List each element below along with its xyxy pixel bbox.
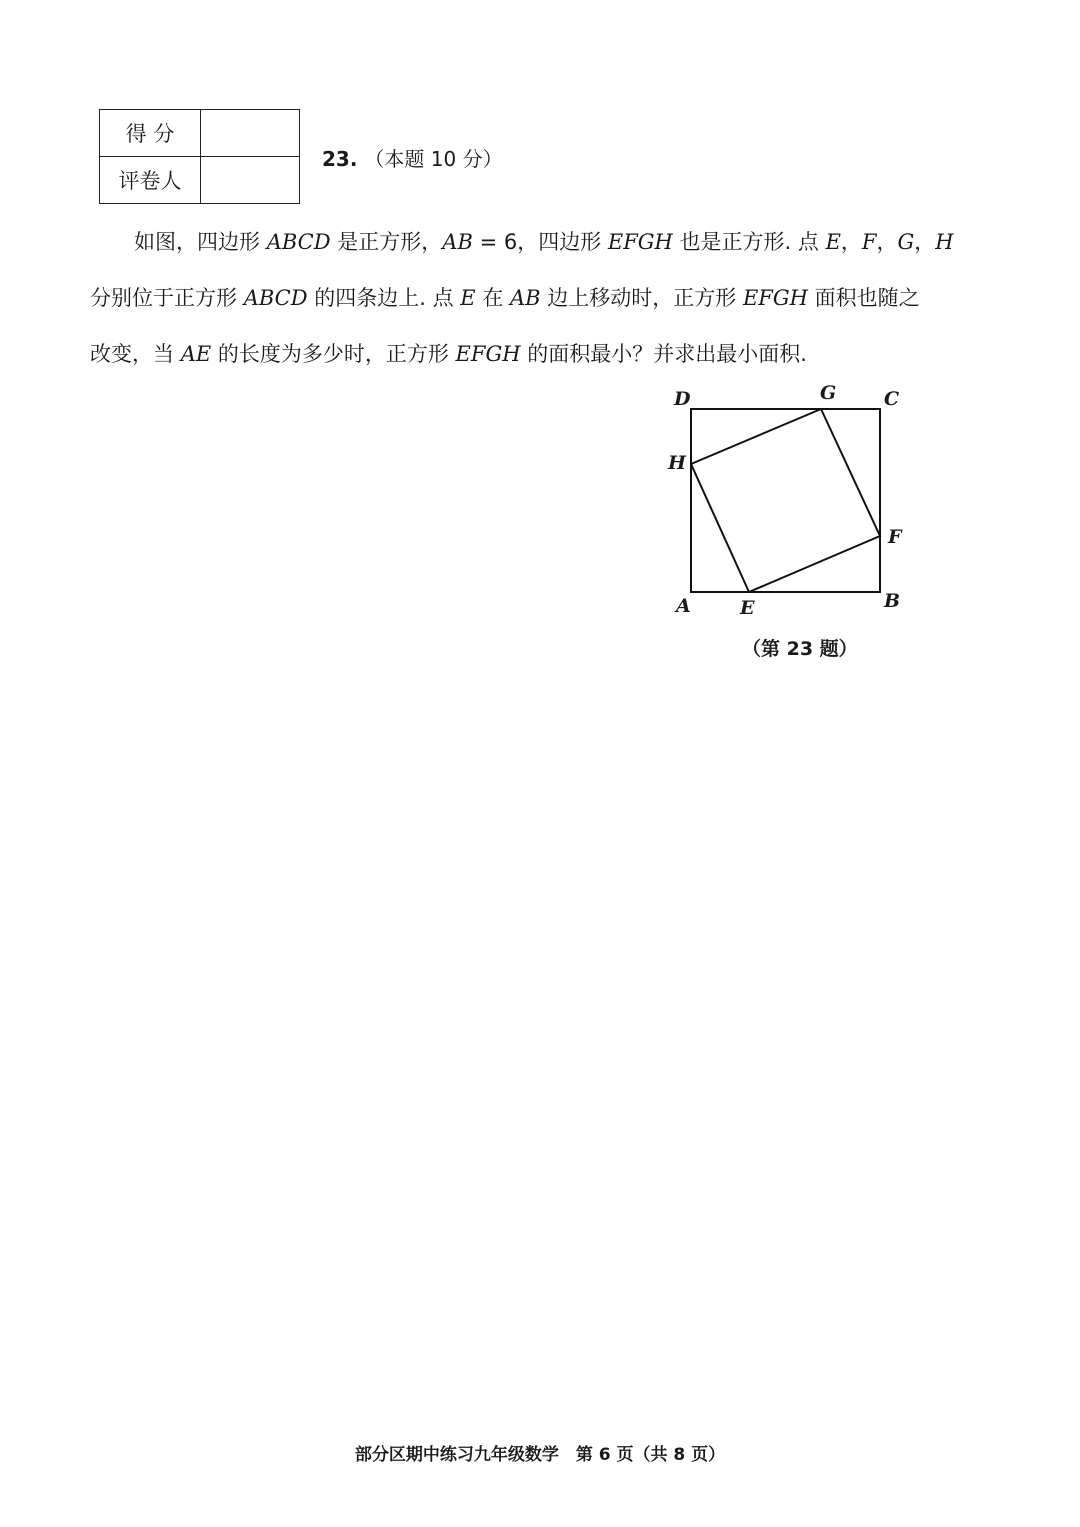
geometry-figure (660, 378, 920, 628)
label-f: F (888, 526, 902, 548)
label-e: E (740, 597, 755, 619)
inner-square-efgh (691, 409, 880, 592)
text-segment: 改变，当 (90, 342, 181, 366)
grader-blank (201, 157, 300, 204)
text-segment: = 6，四边形 (472, 230, 608, 254)
label-g: G (820, 382, 837, 404)
text-segment: 的长度为多少时，正方形 (211, 342, 456, 366)
label-h: H (668, 452, 686, 474)
math-g: G (897, 230, 915, 254)
math-efgh: EFGH (607, 230, 673, 254)
math-h: H (935, 230, 954, 254)
outer-square-abcd (691, 409, 880, 592)
text-segment: ， (876, 230, 898, 254)
text-segment: 也是正方形. 点 (672, 230, 826, 254)
text-segment: ， (840, 230, 862, 254)
problem-line-1 (134, 226, 954, 256)
question-points: （本题 10 分） (364, 147, 503, 171)
math-e: E (825, 230, 841, 254)
math-ab: AB (510, 286, 541, 310)
label-d: D (674, 388, 691, 410)
score-blank (201, 110, 300, 157)
score-row (100, 110, 300, 157)
label-b: B (884, 590, 901, 612)
question-header (322, 143, 503, 172)
math-efgh: EFGH (742, 286, 808, 310)
math-f: F (861, 230, 877, 254)
label-a: A (676, 595, 691, 617)
score-label: 得 分 (100, 110, 201, 157)
question-number: 23. (322, 147, 358, 171)
text-segment: 分别位于正方形 (90, 286, 244, 310)
text-segment: 的面积最小？并求出最小面积. (520, 342, 807, 366)
text-segment: ， (914, 230, 936, 254)
math-efgh: EFGH (455, 342, 521, 366)
text-segment: 的四条边上. 点 (307, 286, 461, 310)
problem-line-3 (90, 338, 807, 368)
label-c: C (884, 388, 900, 410)
math-e: E (460, 286, 476, 310)
math-ab: AB (442, 230, 473, 254)
math-abcd: ABCD (243, 286, 308, 310)
math-ae: AE (180, 342, 212, 366)
text-segment: 如图，四边形 (134, 230, 267, 254)
figure-caption: （第 23 题） (742, 638, 858, 660)
page-footer: 部分区期中练习九年级数学 第 6 页（共 8 页） (354, 1445, 726, 1465)
text-segment: 是正方形， (330, 230, 443, 254)
grader-row (100, 157, 300, 204)
text-segment: 在 (475, 286, 510, 310)
math-abcd: ABCD (266, 230, 331, 254)
text-segment: 面积也随之 (807, 286, 920, 310)
text-segment: 边上移动时，正方形 (540, 286, 743, 310)
score-table (99, 109, 300, 204)
grader-label: 评卷人 (100, 157, 201, 204)
squares-diagram (660, 378, 920, 628)
problem-line-2 (90, 282, 920, 312)
